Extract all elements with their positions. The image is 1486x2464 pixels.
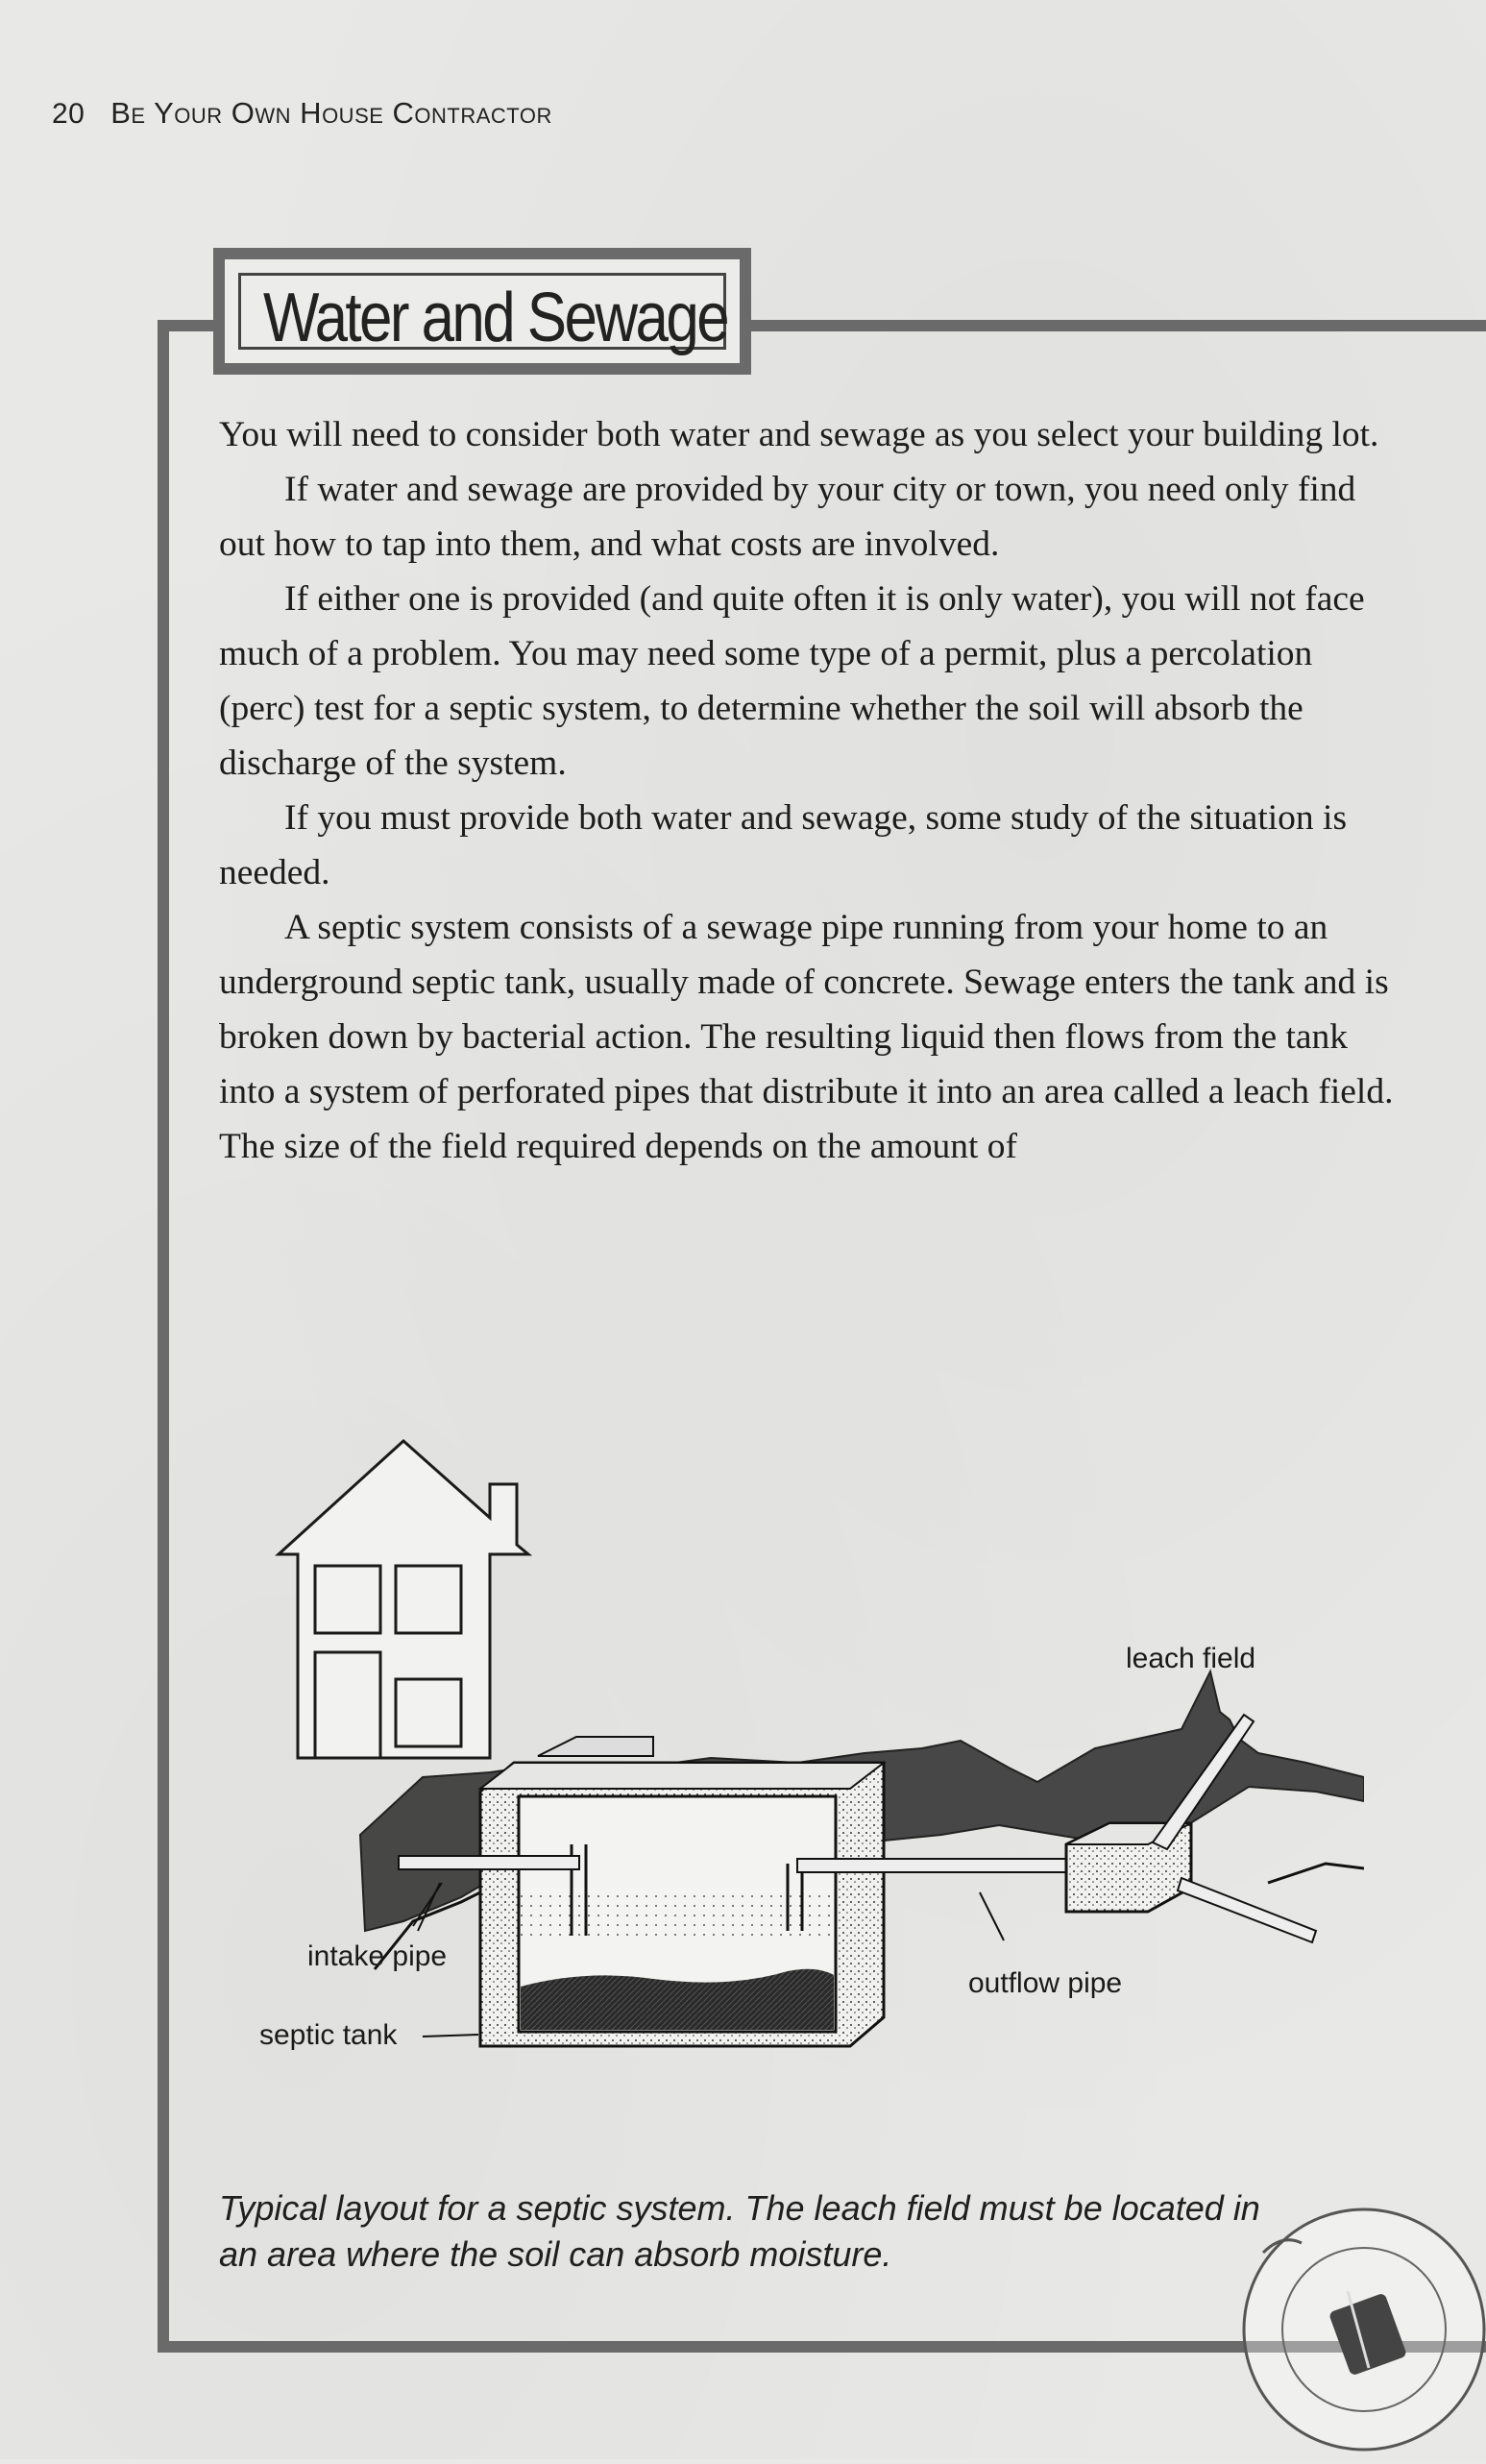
seller-watermark-logo xyxy=(1225,2195,1486,2459)
watermark-seal-icon xyxy=(1225,2195,1486,2459)
label-intake-pipe: intake pipe xyxy=(307,1940,448,1972)
paragraph-5: A septic system consists of a sewage pipe running from your home to an underground septic tank, usually made of concrete. Sewage enters the tank and is broken down by bacterial action. The resulting liquid then flows from the tank into a system of perforated pipes that distribute it into an area called a leach field. The size of the field required depends on the amount of xyxy=(219,908,1394,1166)
label-outflow-pipe: outflow pipe xyxy=(968,1967,1123,1999)
septic-tank-drawing xyxy=(480,1737,884,2046)
label-septic-tank: septic tank xyxy=(259,2019,398,2051)
septic-system-illustration xyxy=(173,1431,1364,2161)
house-drawing xyxy=(279,1441,528,1758)
paragraph-1: You will need to consider both water and sewage as you select your building lot. xyxy=(219,415,1379,454)
body-text xyxy=(219,407,1401,1174)
paragraph-4: If you must provide both water and sewage, some study of the situation is needed. xyxy=(219,798,1348,892)
paragraph-2: If water and sewage are provided by your city or town, you need only find out how to tap into them, and what costs are involved. xyxy=(219,470,1356,564)
running-head xyxy=(52,96,552,138)
section-title: Water and Sewage xyxy=(263,280,728,356)
section-title-box xyxy=(213,248,751,375)
box-frame-top-left xyxy=(158,320,215,331)
figure-caption: Typical layout for a septic system. The leach field must be located in an area where the soil can absorb moisture. xyxy=(219,2188,1260,2274)
box-frame-top-right xyxy=(744,320,1486,331)
page-number: 20 xyxy=(52,98,85,130)
paragraph-3: If either one is provided (and quite often it is only water), you will not face much of a problem. You may need some type of a permit, plus a percolation (perc) test for a septic system, to determine whether the soil will absorb the discharge of the system. xyxy=(219,579,1365,783)
septic-system-figure xyxy=(173,1431,1364,2161)
box-frame-left xyxy=(158,320,169,2353)
book-title: Be Your Own House Contractor xyxy=(110,96,552,130)
label-leach-field: leach field xyxy=(1126,1643,1256,1674)
